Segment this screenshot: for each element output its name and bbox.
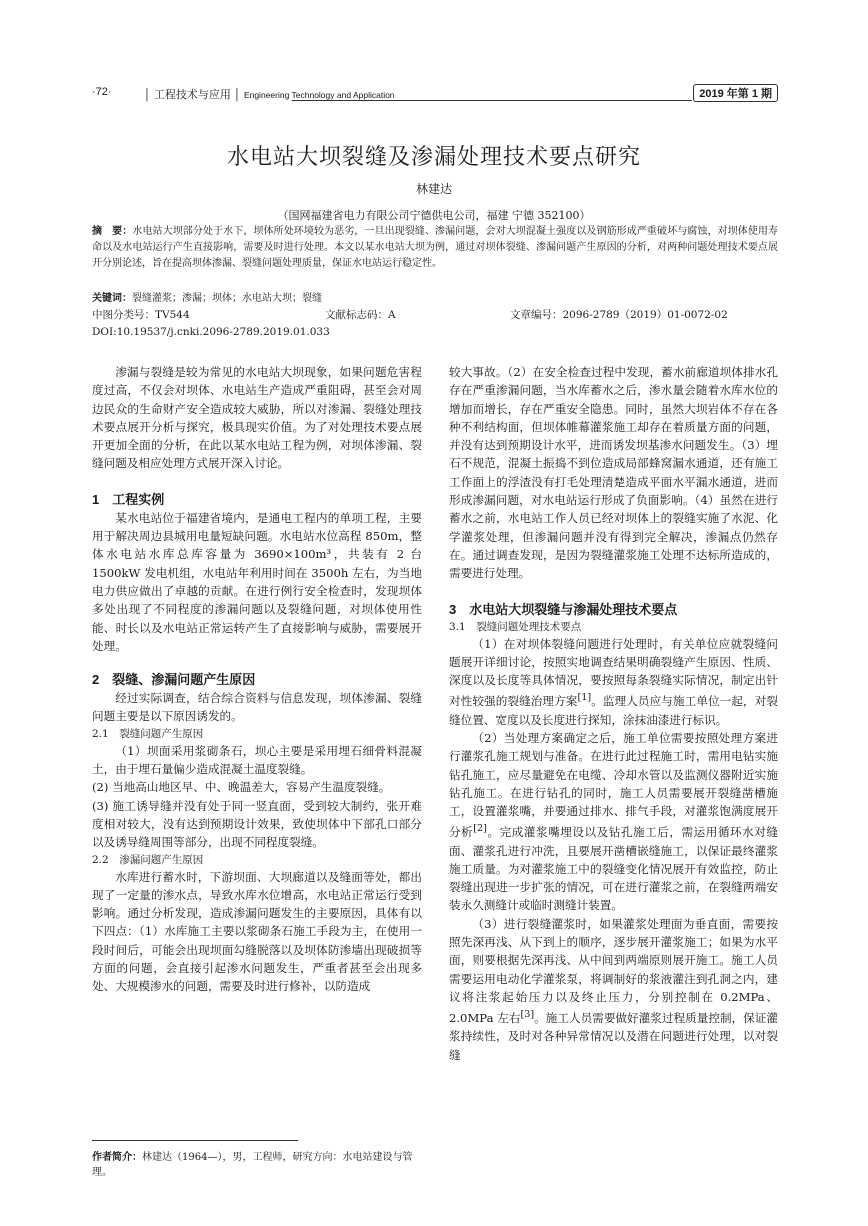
footnote-label: 作者简介： (92, 1152, 142, 1163)
section-heading: 1 工程实例 (92, 491, 165, 507)
citation-ref: [3] (520, 1009, 535, 1021)
article-title: 水电站大坝裂缝及渗漏处理技术要点研究 (226, 144, 641, 169)
subsection-heading: 2.2 渗漏问题产生原因 (92, 853, 204, 866)
section-paragraph: (3) 施工诱导缝并没有处于同一竖直面，受到较大制约，张开难度相对较大，没有达到预期设计效果，致使坝体中下部孔口部分以及诱导缝周围等部分，出现不同程度裂缝。 (92, 798, 422, 850)
issue-badge: 2019 年第 1 期 (693, 84, 778, 102)
author-affiliation: （国网福建省电力有限公司宁德供电公司，福建 宁德 352100） (277, 209, 591, 222)
paragraph-text: 。施工人员需要做好灌浆过程质量控制，保证灌浆持续性，及时对各种异常情况以及潜在问题进行处理，以对裂缝 (449, 1011, 778, 1062)
keywords-label: 关键词： (92, 293, 132, 304)
section-paragraph: 经过实际调查，结合综合资料与信息发现，坝体渗漏、裂缝问题主要是以下原因诱发的。 (92, 691, 422, 724)
doi: DOI:10.19537/j.cnki.2096-2789.2019.01.033 (92, 326, 330, 338)
journal-name-en: Engineering Technology and Application (243, 90, 395, 100)
section-paragraph: （1）坝面采用浆砌条石，坝心主要是采用埋石细骨料混凝土，由于埋石量偏少造成混凝土温度裂缝。 (92, 743, 422, 777)
abstract-text: 水电站大坝部分处于水下，坝体所处环境较为恶劣，一旦出现裂缝、渗漏问题，会对大坝混凝土强度以及钢筋形成严重破坏与腐蚀，对坝体使用寿命以及水电站运行产生直接影响，需要及时进行处理。本文以某水电站大坝为例，通过对坝体裂缝、渗漏问题产生原因的分析，对两种问题处理技术要点展开分别论述，旨在提高坝体渗漏、裂缝问题处理质量，保证水电站运行稳定性。 (92, 226, 779, 269)
keywords-text: 裂缝灌浆；渗漏；坝体；水电站大坝；裂缝 (132, 293, 322, 304)
paragraph-text: （2）当处理方案确定之后，施工单位需要按照处理方案进行灌浆孔施工规划与准备。在进行此过程施工时，需用电钻实施钻孔施工，应尽量避免在电缆、冷却水管以及监测仪器附近实施钻孔施工。在进行钻孔的同时，施工人员需要展开裂缝凿槽施工，设置灌浆嘴，并要通过排水、排气手段，对灌浆饱满度展开分析 (449, 730, 778, 840)
citation-ref: [2] (473, 823, 487, 835)
journal-name-cn: 工程技术与应用 (153, 89, 231, 101)
left-column (92, 363, 422, 996)
section-paragraph (449, 729, 778, 915)
section-paragraph: 某水电站位于福建省境内，是通电工程内的单项工程，主要用于解决周边县城用电量短缺问题。水电站水位高程 850m，整体水电站水库总库容量为 3690×100m³，共装有 2 台 1500kW 发电机组，水电站年利用时间在 3500h 左右，为当地电力供应做出了卓越的贡献。在进行例行安全检查时，发现坝体多处出现了不同程度的渗漏问题以及裂缝问题，对坝体使用性能、时长以及水电站正常运转产生了直接影响与威胁，需要展开处理。 (92, 510, 422, 653)
document-code: 文献标志码：A (325, 309, 396, 321)
right-column (449, 363, 778, 1064)
article-number: 文章编号：2096-2789（2019）01-0072-02 (510, 309, 728, 321)
header-divider (292, 100, 692, 101)
subsection-heading: 2.1 裂缝问题产生原因 (92, 727, 204, 740)
subsection-heading: 3.1 裂缝问题处理技术要点 (449, 620, 582, 633)
section-paragraph: (2) 当地高山地区早、中、晚温差大，容易产生温度裂缝。 (92, 780, 391, 795)
abstract (92, 224, 778, 272)
section-paragraph: 水库进行蓄水时，下游坝面、大坝廊道以及缝面等处，都出现了一定量的渗水点，导致水库水位增高，水电站正常运行受到影响。通过分析发现，造成渗漏问题发生的主要原因，具体有以下四点：（1）水库施工主要以浆砌条石施工手段为主，在使用一段时间后，可能会出现坝面勾缝脱落以及坝体防渗墙出现破损等方面的问题，会直接引起渗水问题发生，严重者甚至会出现多处、大规模渗水的问题，需要及时进行修补，以防造成 (92, 869, 422, 994)
author-footnote (92, 1150, 422, 1180)
section-paragraph (449, 915, 778, 1064)
paragraph-text: （3）进行裂缝灌浆时，如果灌浆处理面为垂直面，需要按照先深再浅、从下到上的顺序，逐步展开灌浆施工；如果为水平面，则要根据先深再浅、从中间到两端原则展开施工。施工人员需要运用电动化学灌浆泵，将调制好的浆液灌注到孔洞之内，建议将注浆起始压力以及终止压力，分别控制在 0.2MPa、2.0MPa 左右 (449, 916, 778, 1026)
journal-name: │ 工程技术与应用 │ Engineering Technology and Application (144, 89, 395, 101)
clc-number: 中图分类号：TV544 (92, 309, 190, 321)
continued-paragraph: 较大事故。（2）在安全检查过程中发现，蓄水前廊道坝体排水孔存在严重渗漏问题，当水库蓄水之后，渗水量会随着水库水位的增加而增长，存在严重安全隐患。同时，虽然大坝岩体不存在各种不利结构面，但坝体帷幕灌浆施工却存在着质量方面的问题，并没有达到预期设计水平，进而诱发坝基渗水问题发生。（3）埋石不规范，混凝土振捣不到位造成局部蜂窝漏水通道，还有施工工作面上的浮渣没有打毛处理清楚造成平面水平漏水通道，进而形成渗漏问题，对水电站运行形成了负面影响。（4）虽然在进行蓄水之前，水电站工作人员已经对坝体上的裂缝实施了水泥、化学灌浆处理，但渗漏问题并没有得到完全解决，渗漏点仍然存在。通过调查发现，是因为裂缝灌浆施工处理不达标所造成的，需要进行处理。 (449, 365, 778, 581)
section-heading: 2 裂缝、渗漏问题产生原因 (92, 672, 256, 688)
page-number: ·72· (92, 86, 112, 98)
intro-paragraph: 渗漏与裂缝是较为常见的水电站大坝现象，如果问题危害程度过高，不仅会对坝体、水电站生产造成严重阻碍，甚至会对周边民众的生命财产安全造成较大威胁，所以对渗漏、裂缝处理技术要点展开分析与探究，极具现实价值。为了对处理技术要点展开更加全面的分析，在此以某水电站工程为例，对坝体渗漏、裂缝问题及相应处理方式展开深入讨论。 (92, 365, 422, 471)
paragraph-text: 。监理人员应与施工单位一起，对裂缝位置、宽度以及长度进行探知，涂抹油漆进行标识。 (449, 694, 778, 727)
section-paragraph (449, 635, 778, 729)
running-header (92, 86, 778, 104)
footnote-text: 林建达（1964—），男，工程师，研究方向：水电站建设与管理。 (92, 1152, 413, 1178)
paragraph-text: 。完成灌浆嘴埋设以及钻孔施工后，需运用循环水对缝面、灌浆孔进行冲洗，且要展开凿槽嵌缝施工，以保证最终灌浆施工质量。为对灌浆施工中的裂缝变化情况展开有效监控，防止裂缝出现进一步扩张的情况，可在进行灌浆之前，在裂缝两端安装永久测缝计或临时测缝计装置。 (449, 825, 778, 913)
keywords (92, 289, 778, 304)
section-heading: 3 水电站大坝裂缝与渗漏处理技术要点 (449, 601, 678, 617)
footnote-divider (92, 1140, 298, 1141)
paragraph-text: （1）在对坝体裂缝问题进行处理时，有关单位应就裂缝问题展开详细讨论，按照实地调查结果明确裂缝产生原因、性质、深度以及长度等具体情况，要按照每条裂缝实际情况，制定出针对性较强的裂缝治理方案 (449, 636, 778, 709)
citation-ref: [1] (577, 692, 592, 704)
abstract-label: 摘 要： (92, 226, 133, 237)
author-name: 林建达 (415, 182, 452, 196)
